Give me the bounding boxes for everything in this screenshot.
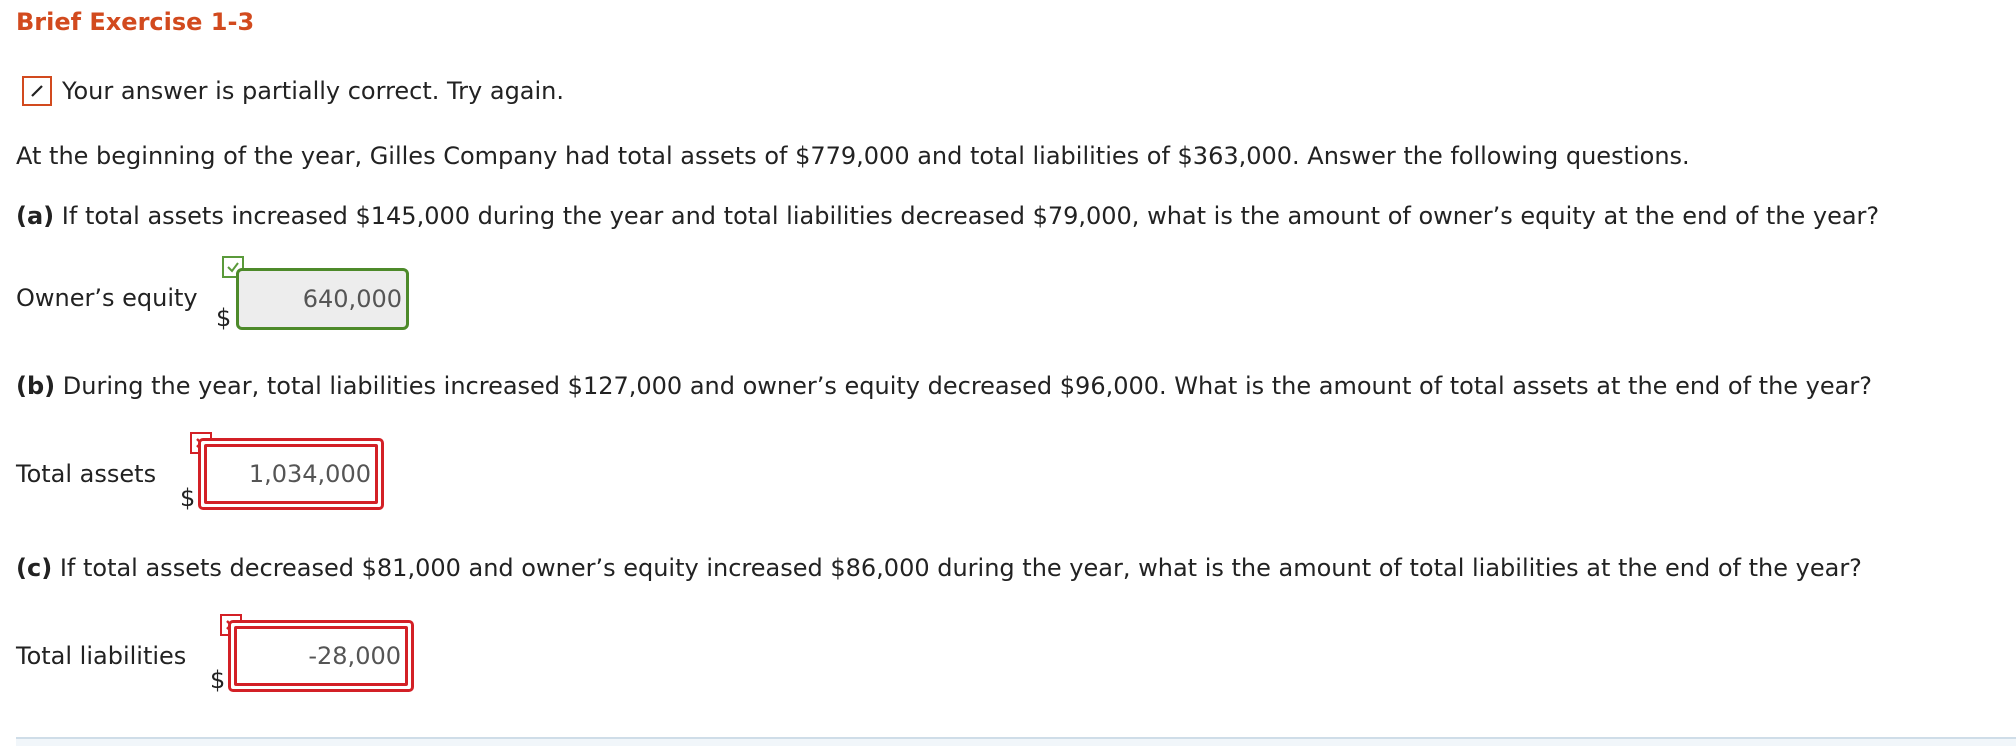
question-b <box>16 372 1872 400</box>
problem-intro: At the beginning of the year, Gilles Company had total assets of $779,000 and total liabilities of $363,000. Answer the following questions. <box>16 142 1690 170</box>
question-a <box>16 202 1879 230</box>
owners-equity-currency: $ <box>216 304 232 332</box>
total-assets-input-frame <box>198 438 384 510</box>
exercise-title: Brief Exercise 1-3 <box>16 8 255 36</box>
question-b-letter: (b) <box>16 372 56 400</box>
pencil-icon <box>22 76 52 106</box>
total-liabilities-input[interactable] <box>234 626 408 686</box>
bottom-panel-edge <box>16 737 2016 746</box>
question-c-text: If total assets decreased $81,000 and owner’s equity increased $86,000 during the year, what is the amount of total liabilities at the end of the year? <box>59 554 1862 582</box>
total-assets-label: Total assets <box>16 460 157 488</box>
question-c <box>16 554 1862 582</box>
total-assets-input[interactable] <box>204 444 378 504</box>
question-a-text: If total assets increased $145,000 during the year and total liabilities decreased $79,000, what is the amount of owner’s equity at the end of the year? <box>61 202 1880 230</box>
question-b-text: During the year, total liabilities increased $127,000 and owner’s equity decreased $96,000. What is the amount of total assets at the end of the year? <box>62 372 1872 400</box>
question-c-letter: (c) <box>16 554 53 582</box>
question-a-letter: (a) <box>16 202 55 230</box>
owners-equity-label: Owner’s equity <box>16 284 198 312</box>
total-liabilities-label: Total liabilities <box>16 642 187 670</box>
owners-equity-input[interactable] <box>236 268 409 330</box>
total-liabilities-input-frame <box>228 620 414 692</box>
total-assets-currency: $ <box>180 484 196 512</box>
total-liabilities-currency: $ <box>210 666 226 694</box>
answer-status <box>22 74 564 108</box>
status-message: Your answer is partially correct. Try again. <box>62 77 565 105</box>
